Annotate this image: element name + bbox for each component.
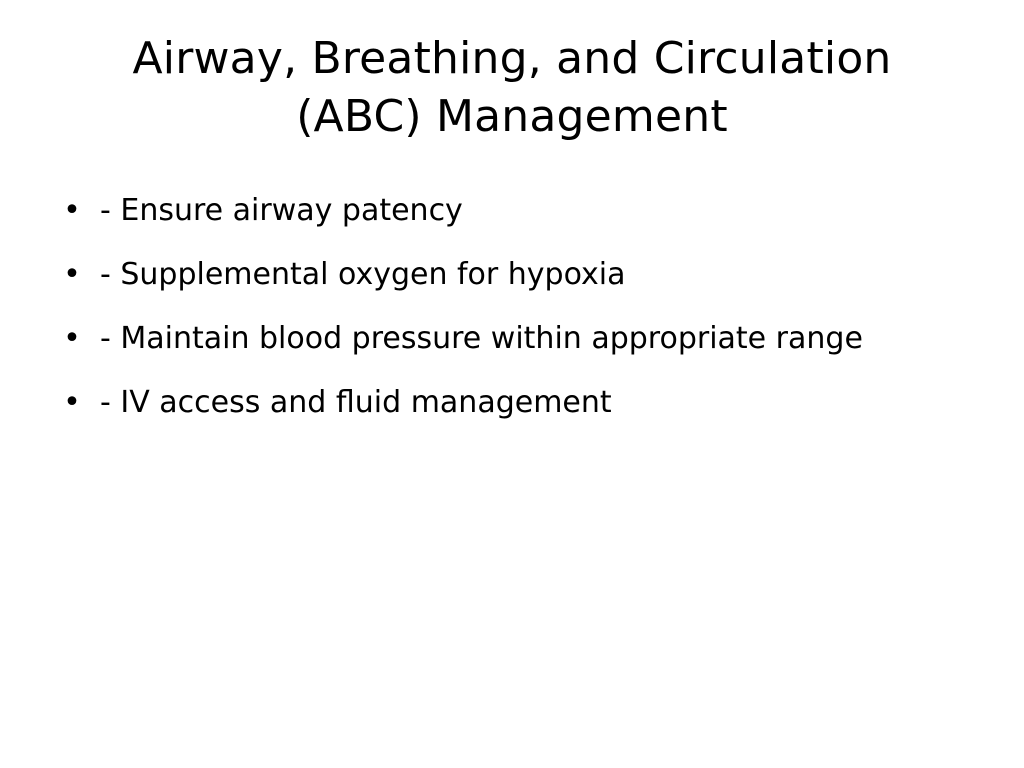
bullet-dot-icon: • bbox=[63, 385, 81, 420]
bullet-text: - Ensure airway patency bbox=[100, 193, 463, 228]
bullet-list bbox=[62, 192, 952, 448]
bullet-item-iv-access bbox=[62, 384, 952, 422]
slide-title-line-2: (ABC) Management bbox=[296, 91, 728, 142]
bullet-text: - IV access and fluid management bbox=[100, 385, 612, 420]
bullet-text: - Supplemental oxygen for hypoxia bbox=[100, 257, 626, 292]
slide-title-line-1: Airway, Breathing, and Circulation bbox=[132, 33, 892, 84]
bullet-dot-icon: • bbox=[63, 193, 81, 228]
slide-title bbox=[60, 30, 964, 146]
bullet-item-oxygen bbox=[62, 256, 952, 294]
bullet-item-airway bbox=[62, 192, 952, 230]
bullet-text: - Maintain blood pressure within appropriate range bbox=[100, 321, 863, 356]
bullet-item-blood-pressure bbox=[62, 320, 952, 358]
bullet-dot-icon: • bbox=[63, 257, 81, 292]
bullet-dot-icon: • bbox=[63, 321, 81, 356]
